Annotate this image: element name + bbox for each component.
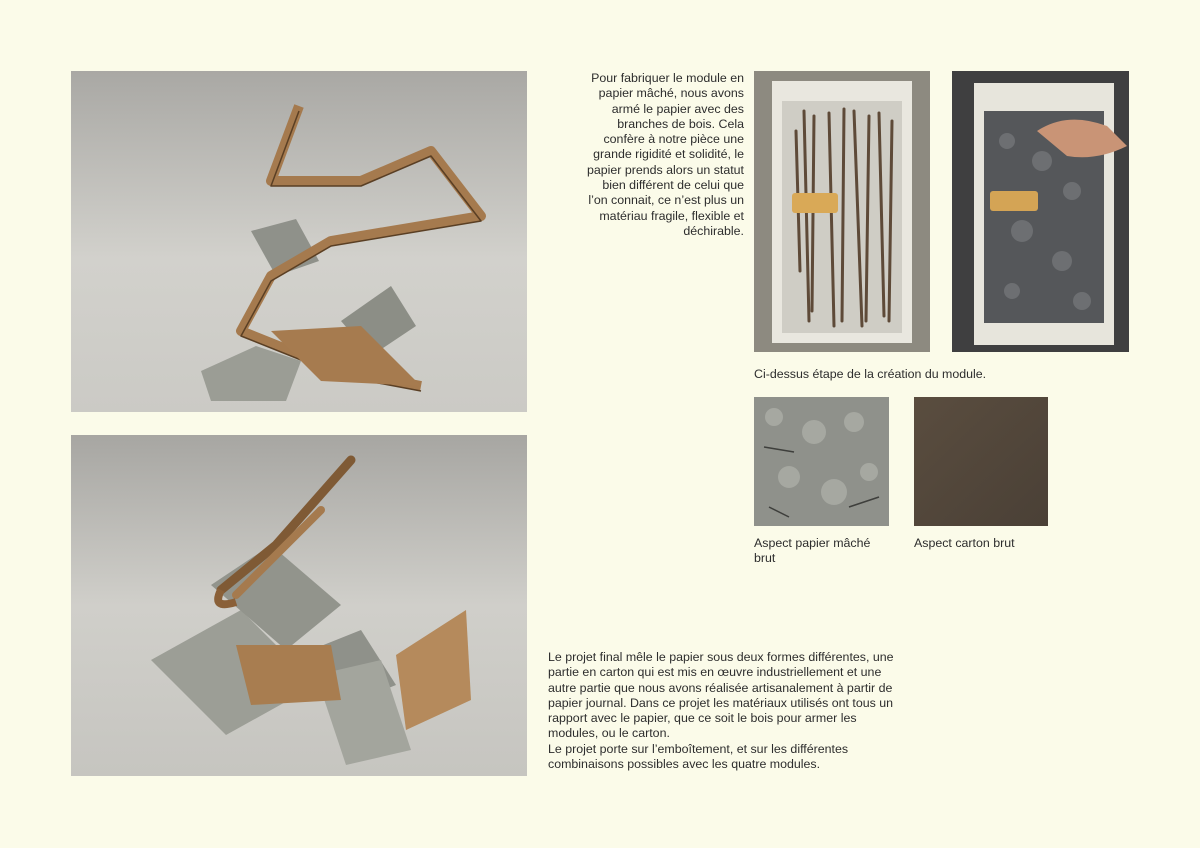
sculpture-photo-bottom [71, 435, 527, 776]
final-paragraph-1: Le projet final mêle le papier sous deux formes différentes, une partie en carton qui est mis en œuvre industriellement et une autre partie que nous avons réalisée artisanalement à partir de papier journal. Dans ce projet les matériaux utilisés ont tous un rapport avec le papier, que ce soit le bois pour armer les modules, ou le carton. [548, 650, 894, 741]
final-paragraph-2: Le projet porte sur l’emboîtement, et sur les différentes combinaisons possibles avec les quatre modules. [548, 741, 849, 772]
papier-mache-texture-photo [754, 397, 889, 526]
intro-paragraph: Pour fabriquer le module en papier mâché, nous avons armé le papier avec des branches de bois. Cela confère à notre pièce une grande rigidité et solidité, le papier prends alors un statut bien différent de celui que l’on connait, ce n’est plus un matériau fragile, flexible et déchirable. [586, 71, 744, 238]
caption-creation-steps: Ci-dessus étape de la création du module. [754, 367, 987, 381]
sculpture-photo-top [71, 71, 527, 412]
caption-carton: Aspect carton brut [914, 536, 1015, 550]
drawer-branches-photo [754, 71, 930, 352]
caption-papier-mache: Aspect papier mâché brut [754, 536, 871, 566]
drawer-papier-mache-photo [952, 71, 1129, 352]
final-project-text [548, 650, 908, 772]
carton-texture-photo [914, 397, 1048, 526]
